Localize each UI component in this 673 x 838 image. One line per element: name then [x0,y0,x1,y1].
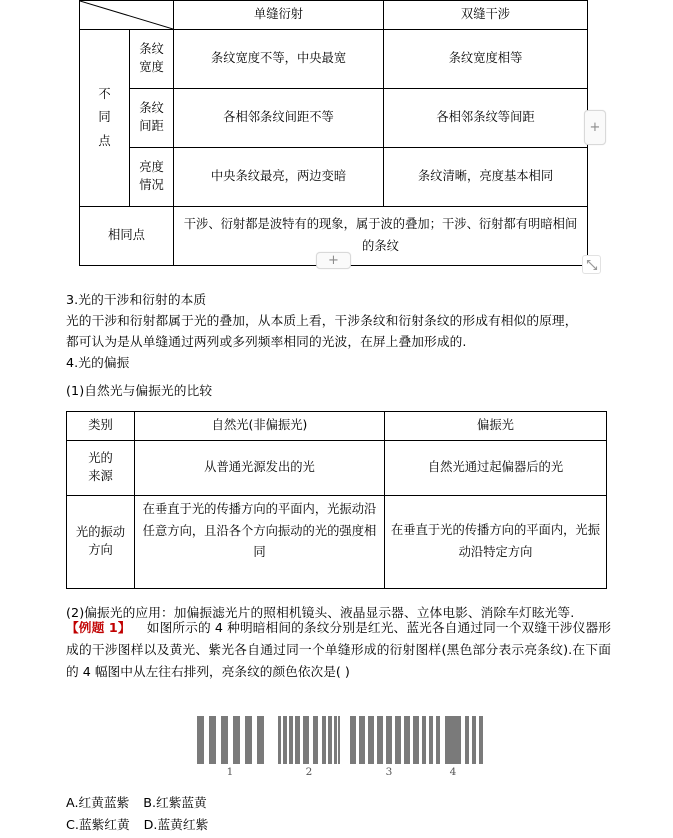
option-c[interactable]: C.蓝紫红黄 [66,816,130,832]
fringe-bar [283,716,287,764]
table-row [67,412,607,441]
fringe-bar [209,716,216,764]
table-row [67,441,607,496]
fringe-bar [257,716,264,764]
example-question [66,617,611,683]
fringe-bar [404,716,410,764]
fringe-figure-2 [278,716,340,778]
aspect-fringe-width: 条纹 宽度 [130,30,174,89]
section4-subheading: (1)自然光与偏振光的比较 [66,383,213,398]
fringe-bar [278,716,281,764]
fringe-bar [359,716,365,764]
table-resize-handle[interactable] [582,255,601,274]
fringe-bar [328,716,332,764]
fringe-bar [338,716,340,764]
fringe-bar [395,716,401,764]
header-category: 类别 [67,412,135,441]
fringe-pattern-figures [190,716,490,788]
natural-vs-polarized-light-table [66,411,607,589]
row-label-vibration-direction: 光的振动方向 [67,496,135,589]
cell-polarized-vibration: 在垂直于光的传播方向的平面内，光振动沿特定方向 [385,496,607,589]
comparison-table-wrapper [79,0,587,266]
option-d[interactable]: D.蓝黄红紫 [143,816,209,832]
fringe-bar [313,716,318,764]
fringe-caption-2: 2 [305,766,313,778]
fringe-bar [386,716,392,764]
fringe-bars-1 [196,716,264,764]
fringe-bar [322,716,326,764]
cell-single-slit-brightness: 中央条纹最亮，两边变暗 [174,148,384,207]
fringe-bar [465,716,469,764]
table-row [67,496,607,589]
cell-natural-source: 从普通光源发出的光 [135,441,385,496]
section3-heading: 3.光的干涉和衍射的本质 [66,292,207,307]
diagonal-line-icon [80,1,173,29]
option-b[interactable]: B.红紫蓝黄 [143,795,207,810]
cell-natural-vibration: 在垂直于光的传播方向的平面内，光振动沿任意方向，且沿各个方向振动的光的强度相同 [135,496,385,589]
cell-similarities-text: 干涉、衍射都是波特有的现象，属于波的叠加；干涉、衍射都有明暗相间的条纹 [174,207,588,266]
header-natural-light: 自然光(非偏振光) [135,412,385,441]
add-row-button[interactable]: + [316,252,351,269]
header-double-slit: 双缝干涉 [384,1,588,30]
option-a[interactable]: A.红黄蓝紫 [66,795,130,810]
resize-handle-icon [586,259,598,271]
options-line-2 [66,814,208,836]
fringe-caption-1: 1 [226,766,234,778]
options-line-1 [66,792,208,814]
fringe-figure-1 [196,716,264,778]
fringe-bar [429,716,433,764]
add-column-button[interactable]: + [584,110,606,145]
section3-line1: 光的干涉和衍射都属于光的叠加，从本质上看，干涉条纹和衍射条纹的形成有相似的原理， [66,313,578,328]
table-row [80,1,588,30]
aspect-fringe-spacing: 条纹 间距 [130,89,174,148]
aspect-brightness: 亮度 情况 [130,148,174,207]
diffraction-interference-table [79,0,588,266]
fringe-bar [472,716,476,764]
fringe-bar [334,716,337,764]
fringe-bar [445,716,461,764]
group-label-differences: 不 同 点 [80,30,130,207]
cell-double-slit-brightness: 条纹清晰，亮度基本相同 [384,148,588,207]
cell-single-slit-width: 条纹宽度不等，中央最宽 [174,30,384,89]
table-row [80,30,588,89]
polarization-application-text: (2)偏振光的应用：加偏振滤光片的照相机镜头、液晶显示器、立体电影、消除车灯眩光等. [66,605,575,620]
row-label-light-source: 光的 来源 [67,441,135,496]
fringe-bars-2 [278,716,340,764]
label-similarities: 相同点 [80,207,174,266]
fringe-caption-4: 4 [449,766,457,778]
example-tag: 【例题 1】 [66,620,131,635]
fringe-bar [377,716,383,764]
polarization-table-wrapper [66,411,606,589]
fringe-bar [350,716,356,764]
section4-heading: 4.光的偏振 [66,355,130,370]
fringe-bars-4 [422,716,484,764]
fringe-bar [413,716,419,764]
fringe-bar [436,716,440,764]
header-polarized-light: 偏振光 [385,412,607,441]
answer-options [66,792,208,836]
header-single-slit: 单缝衍射 [174,1,384,30]
table-corner-cell [80,1,174,30]
table-row [80,148,588,207]
fringe-bar [303,716,309,764]
example-body: 如图所示的 4 种明暗相间的条纹分别是红光、蓝光各自通过同一个双缝干涉仪器形成的干涉图样以及黄光、紫光各自通过同一个单缝形成的衍射图样(黑色部分表示亮条纹).在下面的 4 幅图中从左往右排列，亮条纹的颜色依次是( ) [66,620,611,679]
fringe-figure-4 [422,716,484,778]
cell-polarized-source: 自然光通过起偏器后的光 [385,441,607,496]
fringe-bar [245,716,252,764]
cell-double-slit-spacing: 各相邻条纹等间距 [384,89,588,148]
fringe-bar [289,716,293,764]
section3-line2: 都可认为是从单缝通过两列或多列频率相同的光波，在屏上叠加形成的. [66,334,467,349]
fringe-bar [233,716,240,764]
fringe-bar [295,716,300,764]
cell-double-slit-width: 条纹宽度相等 [384,30,588,89]
fringe-bar [197,716,204,764]
fringe-bar [422,716,426,764]
fringe-bar [479,716,483,764]
cell-single-slit-spacing: 各相邻条纹间距不等 [174,89,384,148]
fringe-caption-3: 3 [385,766,393,778]
fringe-bar [221,716,228,764]
fringe-bar [368,716,374,764]
table-row [80,89,588,148]
fringe-bars-3 [350,716,428,764]
fringe-figure-3 [350,716,428,778]
